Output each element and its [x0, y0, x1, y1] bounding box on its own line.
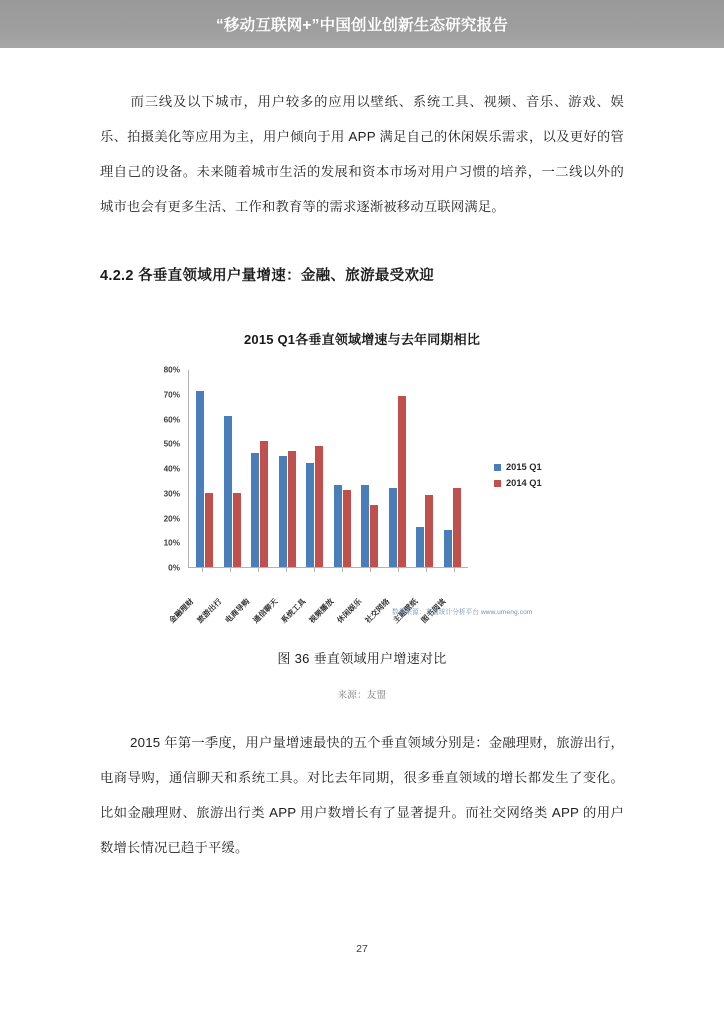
figure-caption: 图 36 垂直领域用户增速对比 [277, 651, 447, 666]
bar-group [439, 370, 467, 567]
bar-series-2015 [251, 453, 259, 567]
page-number: 27 [356, 943, 368, 955]
bar-groups [189, 370, 468, 567]
y-axis-tick-label: 30% [163, 489, 180, 499]
legend-swatch-icon [494, 480, 501, 487]
x-axis-category-label: 社交网络 [363, 596, 392, 625]
bar-series-2015 [416, 527, 424, 567]
y-axis-tick-label: 70% [163, 390, 180, 400]
y-axis-tick-label: 40% [163, 464, 180, 474]
x-axis-category-label: 主题壁纸 [391, 596, 420, 625]
bar-series-2015 [306, 463, 314, 567]
x-axis-category-label: 电商导购 [223, 596, 252, 625]
y-axis-tick-label: 50% [163, 439, 180, 449]
legend-item [494, 462, 542, 472]
x-axis-category-label: 图书阅读 [419, 596, 448, 625]
bar-series-2015 [361, 485, 369, 567]
legend-label: 2015 Q1 [506, 462, 542, 472]
bar-series-2014 [370, 505, 378, 567]
x-axis-category-label: 旅游出行 [195, 596, 224, 625]
bar-series-2015 [389, 488, 397, 567]
x-axis-category-label: 通信聊天 [251, 596, 280, 625]
bar-group [246, 370, 274, 567]
bar-series-2015 [279, 456, 287, 567]
bar-group [329, 370, 357, 567]
bar-series-2014 [288, 451, 296, 567]
bar-group [356, 370, 384, 567]
bar-series-2014 [205, 493, 213, 567]
x-axis-labels [167, 572, 468, 628]
plot-area [188, 370, 468, 568]
bar-series-2014 [315, 446, 323, 567]
chart-source-note: 数据来源：友盟统计分析平台 www.umeng.com [392, 609, 533, 616]
bar-series-2014 [343, 490, 351, 567]
bar-group [191, 370, 219, 567]
bar-series-2014 [260, 441, 268, 567]
content-column [100, 48, 624, 865]
y-axis-tick-label: 80% [163, 365, 180, 375]
chart-title: 2015 Q1各垂直领域增速与去年同期相比 [243, 332, 481, 347]
page-body [0, 48, 724, 1024]
x-axis-category-label: 系统工具 [279, 596, 308, 625]
bar-group [301, 370, 329, 567]
y-axis-tick-label: 60% [163, 415, 180, 424]
legend-label: 2014 Q1 [506, 478, 542, 488]
paragraph-analysis [100, 725, 624, 865]
paragraph-intro-text: 而三线及以下城市，用户较多的应用以壁纸、系统工具、视频、音乐、游戏、娱乐、拍摄美化等应用为主，用户倾向于用 APP 满足自己的休闲娱乐需求，以及更好的管理自己的设备。未来随着城市生活的发展和资本市场对用户习惯的培养，一二线以外的城市也会有更多生活、工作和教育等的需求逐渐被移动互联网满足。 [100, 94, 624, 214]
x-axis-category-label: 视频播放 [307, 596, 336, 625]
page-header-bar [0, 0, 724, 48]
section-heading-4-2-2: 4.2.2 各垂直领域用户量增速：金融、旅游最受欢迎 [100, 268, 435, 284]
paragraph-intro [100, 84, 624, 224]
figure-credit: 来源：友盟 [337, 690, 387, 701]
paragraph-analysis-text: 2015 年第一季度，用户量增速最快的五个垂直领域分别是：金融理财，旅游出行，电商导购，通信聊天和系统工具。对比去年同期，很多垂直领域的增长都发生了变化。比如金融理财、旅游出行类 APP 用户数增长有了显著提升。而社交网络类 APP 的用户数增长情况已趋于平缓。 [100, 735, 624, 855]
y-axis-tick-label: 10% [163, 538, 180, 548]
chart-legend [494, 462, 542, 488]
bar-group [411, 370, 439, 567]
y-axis-tick-label: 20% [163, 514, 180, 523]
bar-series-2014 [453, 488, 461, 567]
bar-series-2015 [334, 485, 342, 567]
y-axis-labels [140, 362, 184, 576]
bar-group [274, 370, 302, 567]
legend-item [494, 478, 542, 488]
bar-series-2015 [444, 530, 452, 567]
bar-group [219, 370, 247, 567]
x-axis-category-label: 休闲娱乐 [335, 596, 364, 625]
chart-canvas [100, 362, 624, 630]
bar-series-2015 [196, 391, 204, 567]
bar-series-2014 [425, 495, 433, 567]
bar-series-2014 [398, 396, 406, 567]
bar-series-2014 [233, 493, 241, 567]
figure-36 [100, 329, 624, 701]
bar-series-2015 [224, 416, 232, 567]
bar-group [384, 370, 412, 567]
y-axis-tick-label: 0% [168, 563, 180, 573]
report-title: “移动互联网+”中国创业创新生态研究报告 [215, 17, 509, 34]
legend-swatch-icon [494, 464, 501, 471]
x-axis-category-label: 金融理财 [167, 596, 196, 625]
